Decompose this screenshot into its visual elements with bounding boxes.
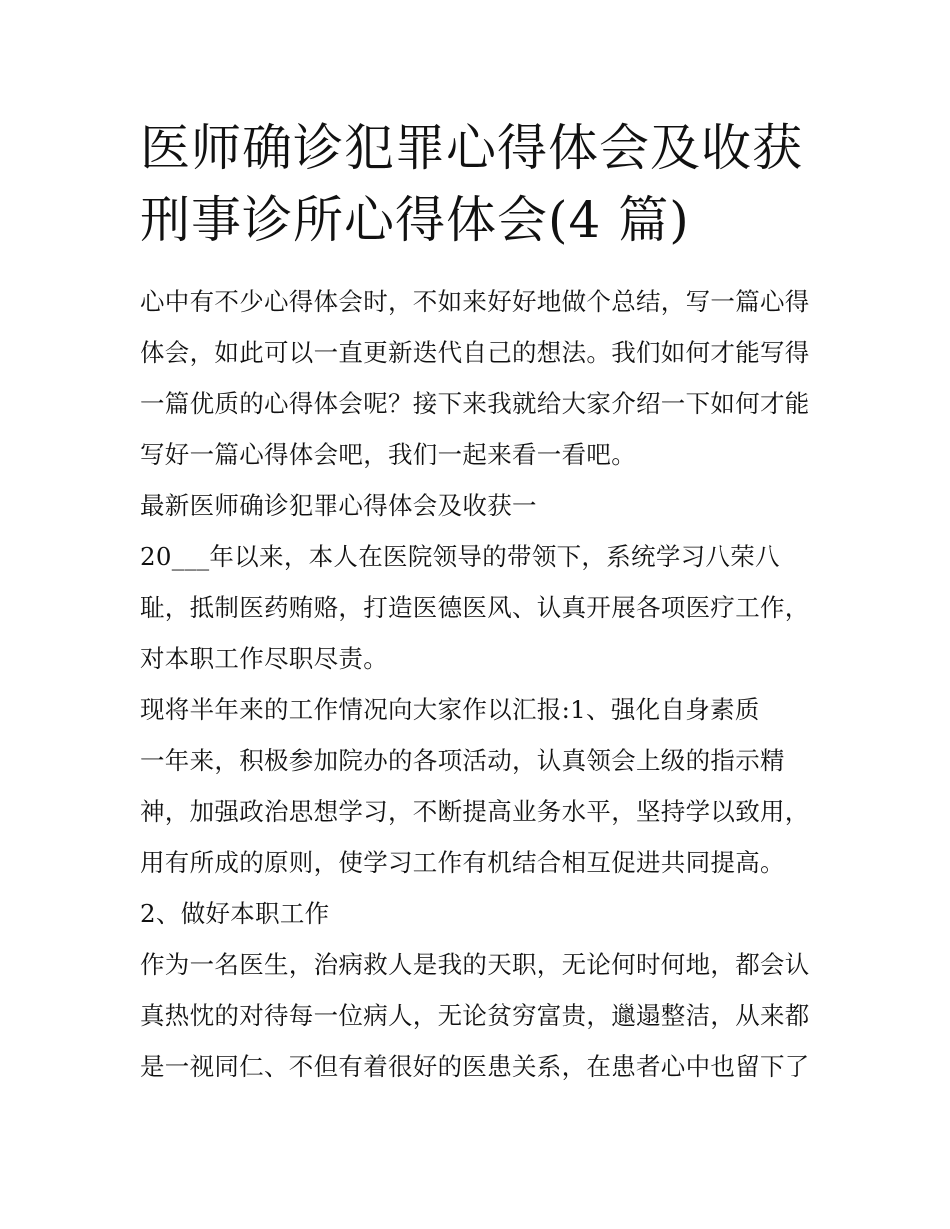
body-line: 是一视同仁、不但有着很好的医患关系，在患者心中也留下了 [140,1052,810,1081]
title-line-1: 医师确诊犯罪心得体会及收获 [140,119,803,177]
body-line: 真热忱的对待每一位病人，无论贫穷富贵，邋遢整洁，从来都 [140,1001,810,1030]
body-line: 现将半年来的工作情况向大家作以汇报:1、强化自身素质 [140,695,760,724]
document-body [140,276,830,1092]
document-title [140,112,840,256]
body-line: 对本职工作尽职尽责。 [140,644,388,673]
body-line: 作为一名医生，治病救人是我的天职，无论何时何地，都会认 [140,950,810,979]
body-line: 心中有不少心得体会时，不如来好好地做个总结，写一篇心得 [140,287,810,316]
body-line: 一年来，积极参加院办的各项活动，认真领会上级的指示精 [140,746,785,775]
body-line: 一篇优质的心得体会呢？接下来我就给大家介绍一下如何才能 [140,389,810,418]
body-line: 耻，抵制医药贿赂，打造医德医风、认真开展各项医疗工作， [140,593,810,622]
body-line: 体会，如此可以一直更新迭代自己的想法。我们如何才能写得 [140,338,810,367]
section-heading: 最新医师确诊犯罪心得体会及收获一 [140,491,537,520]
body-line: 写好一篇心得体会吧，我们一起来看一看吧。 [140,440,636,469]
title-line-2: 刑事诊所心得体会(4 篇) [140,191,690,249]
subsection-heading: 2、做好本职工作 [140,899,330,928]
body-line: 用有所成的原则，使学习工作有机结合相互促进共同提高。 [140,848,785,877]
body-line: 神，加强政治思想学习，不断提高业务水平，坚持学以致用， [140,797,810,826]
body-line: 20___年以来，本人在医院领导的带领下，系统学习八荣八 [140,542,780,571]
